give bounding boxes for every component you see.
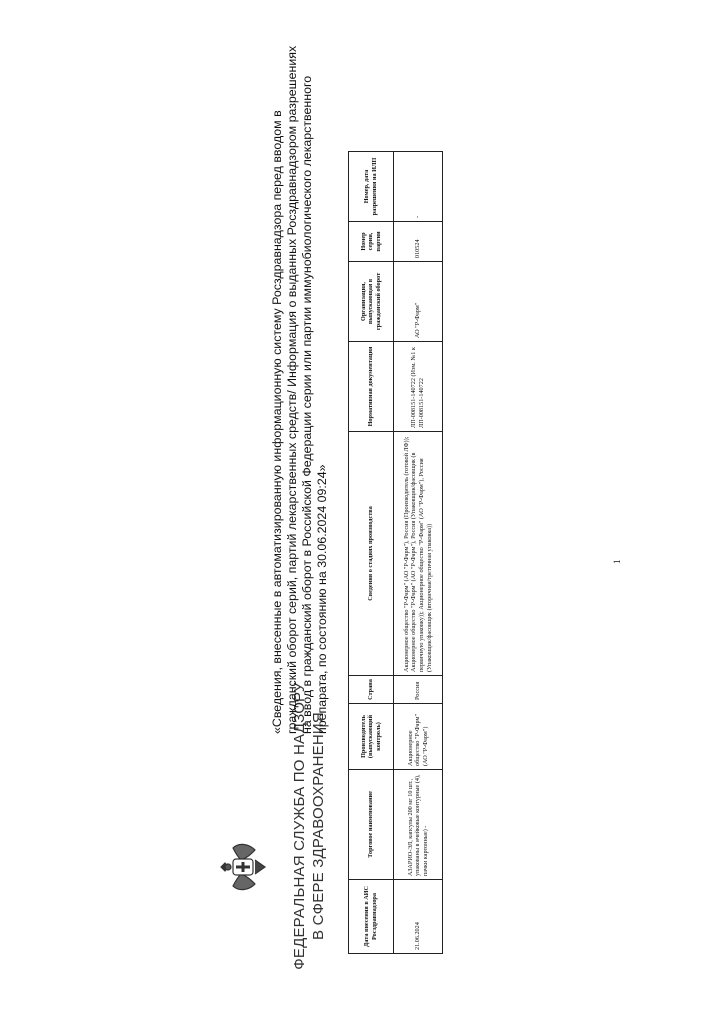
header-country: Страна (349, 676, 394, 704)
eagle-emblem-icon (215, 838, 273, 896)
agency-name-line2: В СФЕРЕ ЗДРАВООХРАНЕНИЯ (310, 712, 327, 940)
cell-country: Россия (394, 676, 443, 704)
cell-regulatory-docs: ЛП-008151-140722 (Изм. №1 к ЛП-008151-140722 (394, 342, 443, 432)
header-regulatory-docs: Нормативная документация (349, 342, 394, 432)
table-header-row (349, 152, 394, 954)
document-heading (270, 45, 330, 734)
registry-table (348, 151, 443, 954)
heading-line2: гражданский оборот серий, партий лекарственных средств/ Информация о выданных Росздравнадзором разрешениях (285, 45, 299, 734)
header-entry-date: Дата внесения в АИС Росздравнадзора (349, 880, 394, 954)
cell-production-stages: Акционерное общество "Р-Фарм" (АО "Р-Фарм"), Россия (Производитель (готовой ЛФ)); Акционерное общество "Р-Фарм" (АО "Р-Фарм"), Россия (Упаковщик/фасовщик (в первичную упаковку)); Акционерное общество "Р-Фарм" (АО "Р-Фарм"), Россия (Упаковщик/фасовщик (вторичная/третичная упаковка)) (394, 432, 443, 676)
header-permit-number: Номер, дата разрешения на ИЛП (349, 152, 394, 222)
header-manufacturer: Производитель (выпускающий контроль) (349, 704, 394, 770)
cell-releasing-org: АО "Р-Фарм" (394, 262, 443, 342)
heading-line3: на ввод в гражданский оборот в Российской Федерации серии или партии иммунобиологического лекарственного (300, 75, 314, 734)
header-releasing-org: Организация, выпускающая в гражданский оборот (349, 262, 394, 342)
table-row (394, 152, 443, 954)
header-batch-number: Номер серии, партии (349, 222, 394, 262)
heading-line4: препарата, по состоянию на 30.06.2024 09:24» (315, 464, 329, 734)
cell-permit-number: - (394, 152, 443, 222)
cell-manufacturer: Акционерное общество "Р-Фарм" (АО "Р-Фарм") (394, 704, 443, 770)
header-trade-name: Торговое наименование (349, 770, 394, 880)
header-production-stages: Сведения о стадиях производства (349, 432, 394, 676)
cell-trade-name: АЗАРИО-ЭЛ, капсулы 200 мг 10 шт., упакованы в ячейковые контурные (4), пачки картонные) - (394, 770, 443, 880)
agency-name-line1: ФЕДЕРАЛЬНАЯ СЛУЖБА ПО НАДЗОРУ (291, 682, 308, 970)
page-number: 1 (612, 559, 622, 564)
cell-batch-number: 010524 (394, 222, 443, 262)
cell-entry-date: 21.06.2024 (394, 880, 443, 954)
heading-line1: «Сведения, внесенные в автоматизированную информационную систему Росздравнадзора перед вводом в (270, 110, 284, 734)
